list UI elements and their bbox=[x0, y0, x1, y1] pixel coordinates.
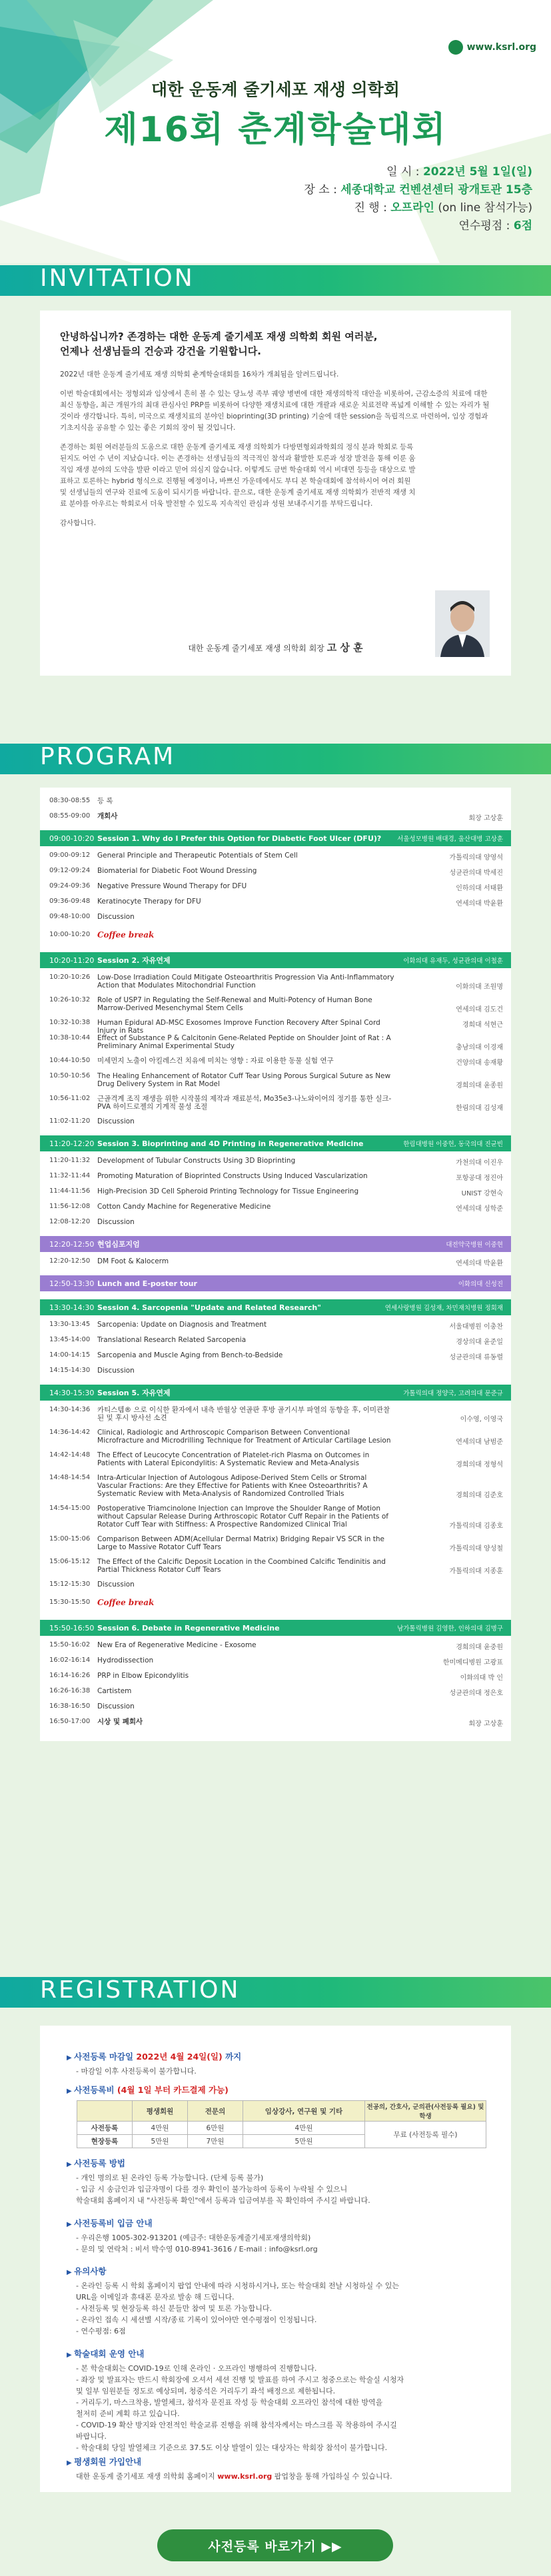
fee-row-pre: 사전등록 4만원 6만원 4만원 무료 (사전등록 필수) bbox=[77, 2122, 486, 2135]
row-time: 13:30-13:45 bbox=[49, 1321, 91, 1328]
row-time: 12:20-12:50 bbox=[49, 1257, 91, 1265]
membership-section: ▶ 평생회원 가입안내 대한 운동계 줄기세포 재생 의학회 홈페이지 www.ksrl.org 팝업창을 통해 가입하실 수 있습니다. bbox=[67, 2456, 493, 2482]
row-speaker: 연세의대 성학준 bbox=[456, 1205, 503, 1213]
portrait-icon bbox=[435, 590, 490, 657]
row-speaker: 충남의대 이경재 bbox=[456, 1044, 503, 1051]
row-speaker: 가톨릭의대 지종훈 bbox=[449, 1568, 503, 1575]
row-speaker: 포항공대 정진아 bbox=[456, 1175, 503, 1182]
program-row bbox=[40, 1473, 511, 1501]
program-row bbox=[40, 995, 511, 1015]
row-title: 현업심포지엄 bbox=[97, 1240, 140, 1249]
event-mode: 진 행 : 오프라인 (on line 참석가능) bbox=[354, 201, 532, 215]
row-speaker: 이화의대 박 인 bbox=[460, 1674, 503, 1682]
row-speaker: 가톨릭의대 김종호 bbox=[449, 1523, 503, 1530]
register-now-button[interactable]: 사전등록 바로가기 ▶▶ bbox=[157, 2529, 393, 2561]
row-speaker: 경희의대 윤중원 bbox=[456, 1644, 503, 1651]
row-speaker: 경상의대 윤준일 bbox=[456, 1339, 503, 1346]
registration-card bbox=[40, 2026, 511, 2492]
row-time: 09:12-09:24 bbox=[49, 867, 91, 874]
program-row bbox=[40, 1579, 511, 1592]
row-speaker bbox=[396, 1228, 511, 1229]
row-speaker: 성균관의대 박세진 bbox=[449, 870, 503, 877]
row-time: 11:20-12:20 bbox=[49, 1139, 95, 1148]
registration-band bbox=[0, 1977, 551, 2008]
row-title: General Principle and Therapeutic Potentials of Stem Cell bbox=[97, 852, 298, 860]
row-speaker bbox=[396, 944, 511, 946]
invitation-heading: INVITATION bbox=[40, 265, 195, 292]
program-band bbox=[0, 744, 551, 774]
row-time: 15:30-15:50 bbox=[49, 1599, 91, 1606]
row-speaker: 성균관의대 류동렬 bbox=[449, 1354, 503, 1361]
row-title: 근골격계 조직 재생을 위한 시작불의 제작과 재료분석, Mo35e3-나노와이어의 정기를 통한 실크-PVA 하이드로젤의 기계적 물성 조절 bbox=[97, 1095, 392, 1111]
program-row bbox=[40, 896, 511, 909]
row-title: Session 2. 자유연제 bbox=[97, 956, 171, 965]
row-title: Discussion bbox=[97, 1581, 135, 1589]
row-time: 11:56-12:08 bbox=[49, 1203, 91, 1210]
program-row bbox=[40, 1017, 511, 1035]
session-header bbox=[40, 1299, 511, 1315]
session-header bbox=[40, 1135, 511, 1151]
session-header bbox=[40, 952, 511, 968]
row-title: DM Foot & Kalocerm bbox=[97, 1257, 169, 1265]
row-time: 09:36-09:48 bbox=[49, 898, 91, 905]
row-time: 15:06-15:12 bbox=[49, 1558, 91, 1565]
invitation-signature: 대한 운동계 줄기세포 재생 의학회 회장 고 상 훈 bbox=[188, 642, 363, 654]
program-row bbox=[40, 1055, 511, 1068]
program-row bbox=[40, 1155, 511, 1168]
program-row bbox=[40, 1503, 511, 1531]
program-row bbox=[40, 1365, 511, 1378]
row-time: 11:20-11:32 bbox=[49, 1157, 91, 1164]
row-speaker bbox=[396, 1591, 511, 1592]
fee-row-onsite: 현장등록 5만원 7만원 5만원 bbox=[77, 2135, 486, 2148]
row-time: 09:24-09:36 bbox=[49, 882, 91, 890]
row-title: New Era of Regenerative Medicine - Exosome bbox=[97, 1641, 257, 1649]
row-speaker bbox=[396, 923, 511, 924]
homepage-link[interactable]: www.ksrl.org bbox=[217, 2472, 273, 2481]
row-time: 10:20-10:26 bbox=[49, 973, 91, 981]
row-time: 09:00-10:20 bbox=[49, 834, 95, 843]
row-speaker: 이화의대 유재두, 성균관의대 이철훈 bbox=[403, 958, 503, 965]
row-time: 09:00-09:12 bbox=[49, 852, 91, 859]
program-row bbox=[40, 1171, 511, 1183]
program-card bbox=[40, 788, 511, 1741]
row-title: Discussion bbox=[97, 1117, 135, 1125]
row-title: Clinical, Radiologic and Arthroscopic Comparison Between Conventional Microfracture and Microdrilling Technique for Treatment of Articular Cartilage Lesion bbox=[97, 1429, 391, 1445]
program-row bbox=[40, 972, 511, 992]
invitation-paragraph: 존경하는 회원 여러분들의 도움으로 대한 운동계 줄기세포 재생 의학회가 다방면형외과학회의 정식 분과 학회로 등록 된지도 어언 수 년이 지났습니다. 이는 존경하는 선생님들의 적극적인 참석과 활발한 토론과 성장 발전을 통해 이룬 움직임 재생 분야의 도약을 발판 이라고 믿어 의심지 않습니다. 이렇게도 금번 학술대회 역시 비대면 등등을 대상으로 발표하고 토론하는 hybrid 형식으로 진행될 예정이나, 바쁘신 가운데에서도 부디 본 학술대회에 참석하시어 여러 회원 및 선생님들의 연구와 진료에 도움이 되시기를 바랍니다. 끝으로, 대한 운동계 줄기세포 재생 의학회가 전반적 재생 치료 분야를 아우르는 학회로서 더욱 발전할 수 있도록 지속적인 관심과 성원 보내주시기를 부탁드립니다. bbox=[60, 443, 416, 508]
row-speaker: 이화의대 조원명 bbox=[456, 983, 503, 991]
program-row bbox=[40, 1557, 511, 1577]
invitation-paragraph: 이번 학술대회에서는 정형외과 임상에서 흔히 볼 수 있는 당뇨성 족부 궤양 병변에 대한 재생의학적 대안을 비롯하여, 근감소증의 치료에 대한 최신 동향을, 최근 개원가의 최대 관심사인 PRP를 비롯하여 다양한 재생치료에 대한 개괄과 새로운 치료전략 폭넓게 이해할 수 있는 자리가 될 것이라 생각합니다. 특히, 미국으로 재생치료의 분야인 bioprinting(3D printing) 기술에 대한 session을 독립적으로 마련하여, 임상 경험과 기초지식을 공유할 수 있는 좋은 기회의 장이 될 것입니다. bbox=[60, 390, 490, 432]
program-row bbox=[40, 1534, 511, 1554]
method-section: ▶ 사전등록 방법 - 개인 명의로 된 온라인 등록 가능합니다. (단체 등록 불가) - 입금 시 송금인과 입금자명이 다를 경우 확인이 불가능하여 등록이 누락될 수 있으니 학술대회 홈페이지 내 "사전등록 확인"에서 등록과 입금여부를 꼭 확인하여 주시길 바랍니다. bbox=[67, 2158, 493, 2206]
program-row bbox=[40, 912, 511, 924]
row-title: Coffee break bbox=[97, 930, 155, 940]
row-time: 10:32-10:38 bbox=[49, 1019, 91, 1026]
site-url-text: www.ksrl.org bbox=[466, 42, 536, 53]
row-time: 10:56-11:02 bbox=[49, 1095, 91, 1102]
logo-icon bbox=[448, 40, 463, 55]
row-speaker bbox=[396, 1612, 511, 1613]
row-time: 13:45-14:00 bbox=[49, 1336, 91, 1343]
row-title: The Effect of the Calcific Deposit Location in the Coombined Calcific Tendinitis and Partial Thickness Rotator Cuff Tears bbox=[97, 1558, 386, 1574]
row-time: 10:00-10:20 bbox=[49, 931, 91, 938]
row-time: 16:26-16:38 bbox=[49, 1687, 91, 1694]
row-title: Session 6. Debate in Regenerative Medicine bbox=[97, 1623, 280, 1632]
row-title: Comparison Between ADM(Acellular Dermal Matrix) Bridging Repair VS SCR in the Large to Massive Rotator Cuff Tears bbox=[97, 1535, 384, 1551]
program-row bbox=[40, 866, 511, 878]
program-heading: PROGRAM bbox=[40, 744, 176, 770]
row-time: 16:02-16:14 bbox=[49, 1656, 91, 1664]
row-time: 12:08-12:20 bbox=[49, 1218, 91, 1225]
row-title: Discussion bbox=[97, 1367, 135, 1375]
row-time: 16:50-17:00 bbox=[49, 1718, 91, 1725]
row-time: 11:32-11:44 bbox=[49, 1172, 91, 1179]
row-speaker: 인하의대 서태환 bbox=[456, 885, 503, 892]
row-speaker: 대전약국병원 이중현 bbox=[446, 1241, 503, 1249]
session-header bbox=[40, 1620, 511, 1636]
row-speaker: 회장 고상훈 bbox=[468, 815, 503, 822]
program-row bbox=[40, 1201, 511, 1214]
row-time: 14:54-15:00 bbox=[49, 1505, 91, 1512]
row-speaker: UNIST 강현숙 bbox=[461, 1190, 503, 1197]
row-title: 미세먼지 노출이 아킬레스건 치유에 미치는 영향 : 자료 이용한 동물 실험 연구 bbox=[97, 1057, 334, 1065]
row-title: Translational Research Related Sarcopenia bbox=[97, 1336, 247, 1344]
row-title: Session 3. Bioprinting and 4D Printing in Regenerative Medicine bbox=[97, 1139, 364, 1148]
row-title: 카티스템® 으로 이식한 환자에서 내측 반월상 연골판 후방 골기시부 파열의 동향을 후, 이미관찰된 및 후시 방사선 소견 bbox=[97, 1406, 390, 1422]
program-row bbox=[40, 1335, 511, 1347]
event-date: 일 시 : 2022년 5월 1일(일) bbox=[386, 165, 532, 179]
row-speaker: 한림대병원 이중헌, 동국의대 진균빈 bbox=[403, 1141, 503, 1148]
row-speaker: 서울성모병원 배대경, 울산대병 고상훈 bbox=[397, 836, 503, 843]
row-title: PRP in Elbow Epicondylitis bbox=[97, 1672, 189, 1680]
row-speaker: 이수영, 이영국 bbox=[460, 1416, 503, 1423]
row-speaker bbox=[396, 1377, 511, 1378]
row-time: 14:42-14:48 bbox=[49, 1451, 91, 1459]
program-row bbox=[40, 1116, 511, 1129]
row-title: Role of USP7 in Regulating the Self-Renewal and Multi-Potency of Human Bone Marrow-Derived Mesenchymal Stem Cells bbox=[97, 996, 372, 1012]
row-title: Sarcopenia: Update on Diagnosis and Treatment bbox=[97, 1321, 267, 1329]
fee-table-header: 평생회원 전문의 임상강사, 연구원 및 기타 전공의, 간호사, 군의관(사전등록 필요) 및 학생 bbox=[77, 2101, 486, 2122]
row-time: 11:44-11:56 bbox=[49, 1187, 91, 1195]
program-row bbox=[40, 1655, 511, 1668]
row-title: Sarcopenia and Muscle Aging from Bench-to-Bedside bbox=[97, 1351, 283, 1359]
row-time: 14:15-14:30 bbox=[49, 1367, 91, 1374]
row-time: 14:36-14:42 bbox=[49, 1429, 91, 1436]
program-row bbox=[40, 1686, 511, 1698]
row-title: The Effect of Leucocyte Concentration of Platelet-rich Plasma on Outcomes in Patients with Lateral Epicondylitis: A Systematic Review and Meta-Analysis bbox=[97, 1451, 370, 1467]
row-speaker: 연세의대 김도건 bbox=[456, 1006, 503, 1013]
row-speaker: 가천의대 이진우 bbox=[456, 1159, 503, 1167]
row-title: Cartistem bbox=[97, 1687, 132, 1695]
program-row bbox=[40, 850, 511, 863]
row-speaker: 건양의대 송재황 bbox=[456, 1059, 503, 1067]
row-title: Development of Tubular Constructs Using 3D Bioprinting bbox=[97, 1157, 296, 1165]
row-speaker: 서울대병원 이충찬 bbox=[449, 1323, 503, 1331]
program-row bbox=[40, 1256, 511, 1269]
program-row bbox=[40, 1033, 511, 1053]
row-title: Coffee break bbox=[97, 1598, 155, 1607]
row-time: 15:00-15:06 bbox=[49, 1535, 91, 1543]
row-time: 12:50-13:30 bbox=[49, 1279, 95, 1288]
row-time: 16:14-16:26 bbox=[49, 1672, 91, 1679]
row-time: 14:30-15:30 bbox=[49, 1388, 95, 1397]
row-title: Hydrodissection bbox=[97, 1656, 154, 1664]
operation-section: ▶ 학술대회 운영 안내 - 본 학술대회는 COVID-19로 인해 온라인 · 오프라인 병행하여 진행합니다. - 좌장 및 발표자는 반드시 학회장에 오셔서 세션 진행 및 발표를 하여 주시고 청중으로는 학술실 시청자 및 일부 임원분들 정도로 예상되며, 청중석은 거리두기 좌석 배정으로 제한됩니다. - 거리두기, 마스크착용, 발열체크, 참석자 문진표 작성 등 학술대회 오프라인 참석에 대한 방역을 철저히 준비 계획 하고 있습니다. - COVID-19 확산 방지와 안전적인 학술교류 진행을 위해 참석자께서는 마스크를 꼭 착용하여 주시길 바랍니다. - 학술대회 당일 발열체크 기준으로 37.5도 이상 발열이 있는 대상자는 학회장 참석이 불가합니다. bbox=[67, 2348, 493, 2453]
fee-section: ▶ 사전등록비 (4월 1일 부터 카드결제 가능) bbox=[67, 2084, 493, 2099]
invitation-paragraph: 2022년 대한 운동계 줄기세포 재생 의학회 춘계학술대회를 16차가 개최됨을 알려드립니다. bbox=[60, 370, 339, 378]
row-time: 08:55-09:00 bbox=[49, 812, 91, 820]
program-row bbox=[40, 811, 511, 824]
program-row bbox=[40, 1405, 511, 1425]
row-title: Effect of Substance P & Calcitonin Gene-Related Peptide on Shoulder Joint of Rat : A Preliminary Animal Experimental Study bbox=[97, 1034, 391, 1050]
row-speaker: 성균관의대 정은호 bbox=[449, 1690, 503, 1697]
program-row bbox=[40, 1071, 511, 1091]
program-row bbox=[40, 1450, 511, 1470]
registration-heading: REGISTRATION bbox=[40, 1977, 241, 2004]
session-header bbox=[40, 1275, 511, 1291]
president-photo bbox=[435, 590, 490, 657]
deadline-section: ▶ 사전등록 마감일 2022년 4월 24일(일) 까지 - 마감일 이후 사전등록이 불가합니다. bbox=[67, 2051, 493, 2077]
row-time: 12:20-12:50 bbox=[49, 1239, 95, 1249]
row-time: 14:00-14:15 bbox=[49, 1351, 91, 1359]
row-time: 10:20-11:20 bbox=[49, 956, 95, 965]
row-time: 14:48-14:54 bbox=[49, 1474, 91, 1481]
row-speaker: 가톨릭의대 정양국, 고려의대 문준규 bbox=[403, 1390, 503, 1397]
row-time: 15:50-16:02 bbox=[49, 1641, 91, 1648]
row-speaker: 회장 고상훈 bbox=[468, 1720, 503, 1728]
row-title: 등 록 bbox=[97, 797, 113, 805]
row-speaker bbox=[396, 1127, 511, 1129]
row-time: 15:50-16:50 bbox=[49, 1623, 95, 1632]
row-title: 시상 및 폐회사 bbox=[97, 1718, 143, 1726]
row-speaker: 한림의대 김성재 bbox=[456, 1105, 503, 1112]
invitation-card bbox=[40, 311, 511, 676]
row-speaker: 연세의대 박윤환 bbox=[456, 1260, 503, 1267]
row-speaker: 연세사랑병원 김성재, 차민재치병원 정회재 bbox=[384, 1305, 503, 1312]
row-time: 10:26-10:32 bbox=[49, 996, 91, 1003]
row-title: Discussion bbox=[97, 913, 135, 921]
row-speaker: 경희의대 정형석 bbox=[456, 1461, 503, 1469]
row-title: Lunch and E-poster tour bbox=[97, 1279, 197, 1288]
program-row bbox=[40, 1716, 511, 1729]
payment-section: ▶ 사전등록비 입금 안내 - 우리은행 1005-302-913201 (예금주: 대한운동계줄기세포재생의학회) - 문의 및 연락처 : 비서 박수영 010-8941-3616 / E-mail : info@ksrl.org bbox=[67, 2218, 493, 2255]
program-row bbox=[40, 1595, 511, 1613]
row-time: 10:38-10:44 bbox=[49, 1034, 91, 1041]
program-row bbox=[40, 1186, 511, 1199]
program-row bbox=[40, 881, 511, 894]
society-name: 대한 운동계 줄기세포 재생 의학회 bbox=[151, 80, 400, 99]
notice-section: ▶ 유의사항 - 온라인 등록 시 학회 홈페이지 팝업 안내에 따라 시청하시거나, 또는 학술대회 전날 시청하실 수 있는 URL을 이메일과 휴대폰 문자로 발송 해 드립니다. - 사전등록 및 현장등록 하신 분들만 참여 및 토론 가능합니다. - 온라인 접속 시 세션별 시작/종료 기록이 있어야만 연수평점이 인정됩니다. - 연수평점: 6점 bbox=[67, 2265, 493, 2337]
row-title: Human Epidural AD-MSC Exosomes Improve Function Recovery After Spinal Cord Injury in Rats bbox=[97, 1019, 380, 1035]
site-url[interactable] bbox=[448, 40, 536, 55]
program-row bbox=[40, 1093, 511, 1113]
row-speaker: 연세의대 박윤환 bbox=[456, 900, 503, 908]
row-time: 16:38-16:50 bbox=[49, 1702, 91, 1710]
row-title: High-Precision 3D Cell Spheroid Printing Technology for Tissue Engineering bbox=[97, 1187, 359, 1195]
row-time: 13:30-14:30 bbox=[49, 1303, 95, 1312]
row-speaker: 남가톨릭병원 김영한, 인하의대 김명구 bbox=[397, 1625, 503, 1632]
program-row bbox=[40, 1701, 511, 1714]
header-banner bbox=[0, 0, 551, 263]
row-speaker: 경희의대 김준호 bbox=[456, 1492, 503, 1499]
row-speaker: 가톨릭의대 양성철 bbox=[449, 1545, 503, 1553]
row-title: Discussion bbox=[97, 1218, 135, 1226]
row-time: 15:12-15:30 bbox=[49, 1581, 91, 1588]
row-time: 09:48-10:00 bbox=[49, 913, 91, 920]
program-row bbox=[40, 796, 511, 808]
row-speaker: 한미메디병원 고광표 bbox=[442, 1659, 503, 1666]
row-title: Biomaterial for Diabetic Foot Wound Dressing bbox=[97, 867, 257, 875]
row-title: Session 4. Sarcopenia "Update and Related Research" bbox=[97, 1303, 321, 1312]
row-title: Session 1. Why do I Prefer this Option for Diabetic Foot Ulcer (DFU)? bbox=[97, 834, 382, 843]
program-row bbox=[40, 927, 511, 946]
row-speaker: 가톨릭의대 양영석 bbox=[449, 854, 503, 862]
program-row bbox=[40, 1350, 511, 1363]
row-title: Discussion bbox=[97, 1702, 135, 1710]
row-title: Postoperative Triamcinolone Injection can Improve the Shoulder Range of Motion without Capsular Release During Arthroscopic Rotator Cuff Repair in the Patients of Rotator Cuff Tear with Stiffness: A Prospective Randomized Clinical Trial bbox=[97, 1505, 388, 1529]
row-title: Intra-Articular Injection of Autologous Adipose-Derived Stem Cells or Stromal Vascular Fractions: Are they Effective for Patients with Knee Osteoarthritis? A Systematic Review with Meta-Analysis of Randomized Controlled Trials bbox=[97, 1474, 368, 1498]
row-speaker: 경희의대 윤종원 bbox=[456, 1082, 503, 1089]
event-place: 장 소 : 세종대학교 컨벤션센터 광개토관 15층 bbox=[304, 183, 532, 197]
row-speaker bbox=[396, 1712, 511, 1714]
row-title: Negative Pressure Wound Therapy for DFU bbox=[97, 882, 247, 890]
row-speaker bbox=[396, 807, 511, 808]
program-row bbox=[40, 1640, 511, 1652]
event-info bbox=[186, 163, 532, 235]
session-header bbox=[40, 830, 511, 846]
invitation-greeting: 안녕하십니까? 존경하는 대한 운동계 줄기세포 재생 의학회 회원 여러분, 언제나 선생님들의 건승과 강건을 기원합니다. bbox=[60, 330, 378, 357]
program-row bbox=[40, 1217, 511, 1229]
event-title: 제16회 춘계학술대회 bbox=[104, 110, 447, 150]
program-row bbox=[40, 1427, 511, 1447]
row-title: Promoting Maturation of Bioprinted Constructs Using Induced Vascularization bbox=[97, 1172, 368, 1180]
invitation-paragraph: 감사합니다. bbox=[60, 519, 97, 527]
row-time: 11:02-11:20 bbox=[49, 1117, 91, 1125]
row-title: Low-Dose Irradiation Could Mitigate Osteoarthritis Progression Via Anti-Inflammatory Action that Modulates Mitochondrial Function bbox=[97, 973, 394, 989]
session-header bbox=[40, 1236, 511, 1252]
row-time: 08:30-08:55 bbox=[49, 797, 91, 804]
fee-table bbox=[77, 2100, 486, 2148]
program-row bbox=[40, 1670, 511, 1683]
row-title: 개회사 bbox=[97, 812, 118, 820]
program-row bbox=[40, 1319, 511, 1332]
invitation-band bbox=[0, 265, 551, 296]
row-title: Cotton Candy Machine for Regenerative Medicine bbox=[97, 1203, 271, 1211]
row-title: Session 5. 자유연제 bbox=[97, 1389, 171, 1397]
session-header bbox=[40, 1385, 511, 1401]
event-credits: 연수평점 : 6점 bbox=[458, 219, 532, 233]
row-speaker: 경희대 석현근 bbox=[462, 1021, 503, 1029]
row-time: 14:30-14:36 bbox=[49, 1406, 91, 1413]
row-time: 10:44-10:50 bbox=[49, 1057, 91, 1064]
row-speaker: 연세의대 남범준 bbox=[456, 1439, 503, 1446]
row-title: The Healing Enhancement of Rotator Cuff Tear Using Porous Surgical Suture as New Drug Delivery System in Rat Model bbox=[97, 1072, 391, 1088]
row-speaker: 이화의대 신성진 bbox=[458, 1281, 503, 1288]
row-time: 10:50-10:56 bbox=[49, 1072, 91, 1079]
row-title: Keratinocyte Therapy for DFU bbox=[97, 898, 201, 906]
